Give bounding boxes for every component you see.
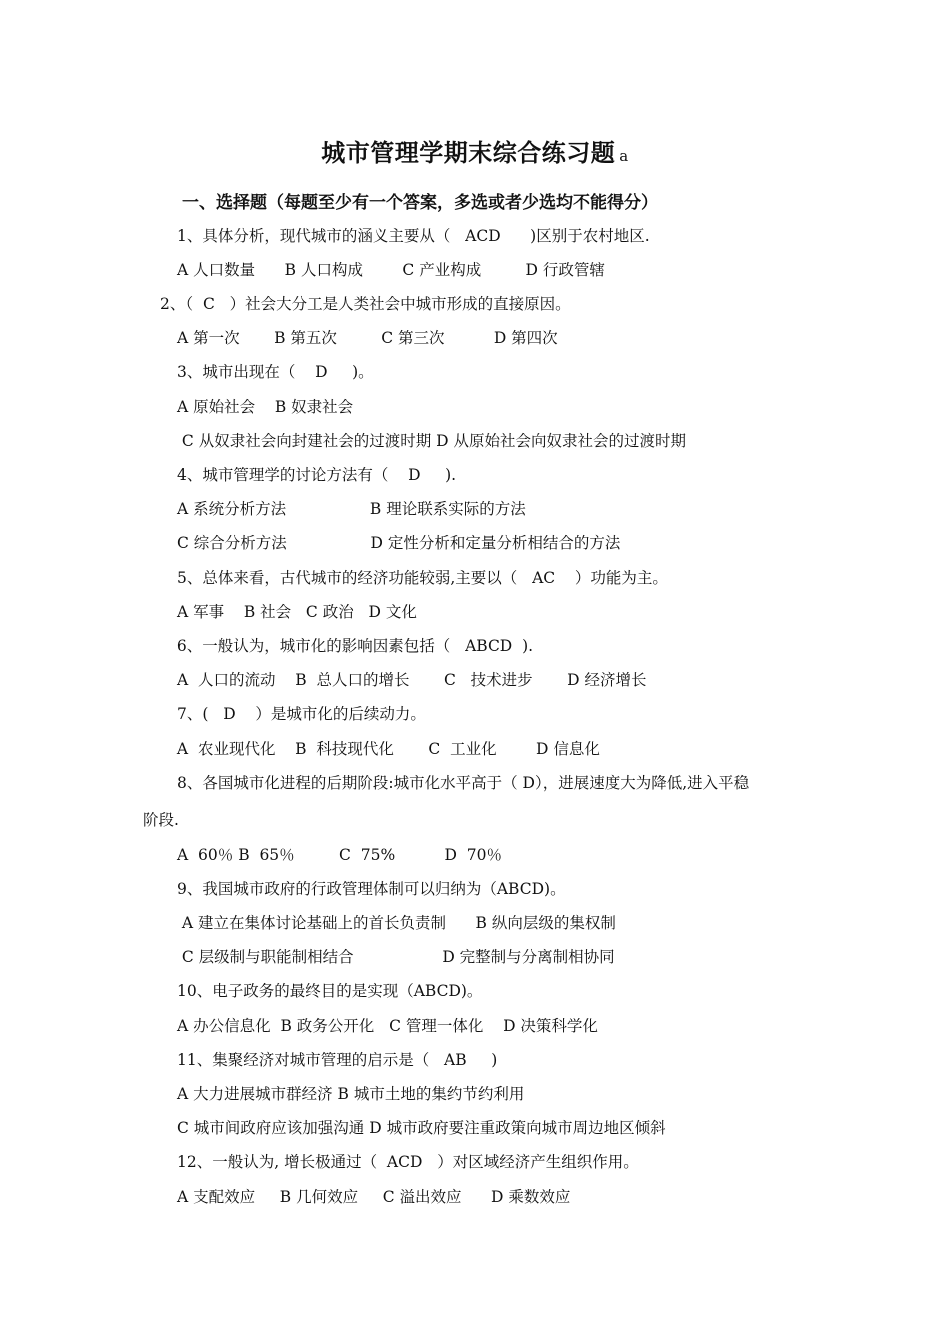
question-8-options: A 60％ B 65％ C 75% D 70％ [177,846,502,864]
question-7: 7、( D ）是城市化的后续动力。 [177,705,426,723]
question-3-options-a: A 原始社会 B 奴隶社会 [177,398,354,416]
question-2: 2、（ C ）社会大分工是人类社会中城市形成的直接原因。 [160,295,571,313]
question-7-options: A 农业现代化 B 科技现代化 C 工业化 D 信息化 [172,740,600,758]
question-9-options-b: C 层级制与职能制相结合 D 完整制与分离制相协同 [172,948,615,966]
question-10: 10、电子政务的最终目的是实现（ABCD)。 [177,982,483,1000]
question-8: 8、各国城市化进程的后期阶段:城市化水平高于（ D），进展速度大为降低,进入平稳 [177,774,750,792]
question-6-options: A 人口的流动 B 总人口的增长 C 技术进步 D 经济增长 [177,671,647,689]
question-1: 1、具体分析，现代城市的涵义主要从（ ACD )区别于农村地区. [177,227,650,245]
question-3: 3、城市出现在（ D )。 [177,363,374,381]
question-11-options-a: A 大力进展城市群经济 B 城市土地的集约节约利用 [177,1085,525,1103]
question-1-options: A 人口数量 B 人口构成 C 产业构成 D 行政管辖 [177,261,605,279]
question-6: 6、一般认为，城市化的影响因素包括（ ABCD ). [172,637,534,655]
question-12: 12、一般认为, 增长极通过（ ACD ）对区域经济产生组织作用。 [177,1153,639,1171]
question-10-options: A 办公信息化 B 政务公开化 C 管理一体化 D 决策科学化 [177,1017,598,1035]
question-4-options-a: A 系统分析方法 B 理论联系实际的方法 [177,500,526,518]
question-11: 11、集聚经济对城市管理的启示是（ AB ) [177,1051,498,1069]
question-5-options: A 军事 B 社会 C 政治 D 文化 [177,603,417,621]
question-11-options-b: C 城市间政府应该加强沟通 D 城市政府要注重政策向城市周边地区倾斜 [177,1119,666,1137]
question-9-options-a: A 建立在集体讨论基础上的首长负责制 B 纵向层级的集权制 [172,914,616,932]
question-4-options-b: C 综合分析方法 D 定性分析和定量分析相结合的方法 [177,534,621,552]
question-3-options-b: C 从奴隶社会向封建社会的过渡时期 D 从原始社会向奴隶社会的过渡时期 [177,432,686,450]
question-2-options: A 第一次 B 第五次 C 第三次 D 第四次 [177,329,558,347]
question-8-continued: 阶段. [143,811,179,829]
question-5: 5、总体来看，古代城市的经济功能较弱,主要以（ AC ）功能为主。 [177,569,668,587]
title-text: 城市管理学期末综合练习题 [321,139,616,167]
question-9: 9、我国城市政府的行政管理体制可以归纳为（ABCD)。 [177,880,566,898]
document-title [0,133,950,168]
question-4: 4、城市管理学的讨论方法有（ D ). [177,466,457,484]
question-12-options: A 支配效应 B 几何效应 C 溢出效应 D 乘数效应 [177,1188,571,1206]
title-suffix: a [619,147,629,165]
section-heading: 一、选择题（每题至少有一个答案，多选或者少选均不能得分） [182,193,658,213]
